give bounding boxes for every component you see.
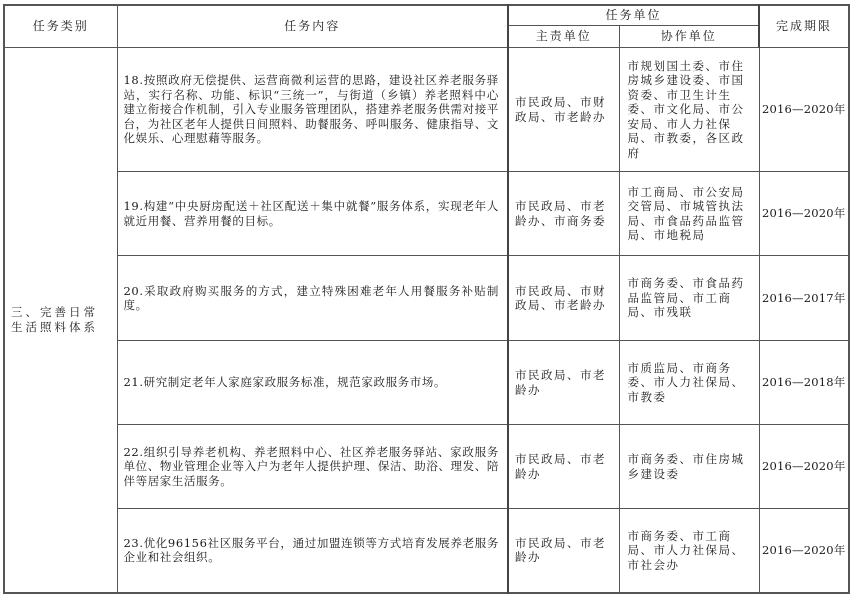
table-row (4, 256, 849, 341)
deadline: 2016—2020年 (759, 48, 849, 172)
header-coop-unit: 协作单位 (619, 26, 759, 48)
lead-unit: 市民政局、市财政局、市老龄办 (508, 256, 619, 341)
task-content: 23.优化96156社区服务平台，通过加盟连锁等方式培育发展养老服务企业和社会组织。 (117, 509, 508, 593)
task-content: 20.采取政府购买服务的方式，建立特殊困难老年人用餐服务补贴制度。 (117, 256, 508, 341)
table-header (4, 5, 849, 48)
deadline: 2016—2020年 (759, 172, 849, 256)
table-row (4, 509, 849, 593)
header-content: 任务内容 (117, 5, 508, 48)
header-category: 任务类别 (4, 5, 117, 48)
coop-unit: 市规划国土委、市住房城乡建设委、市国资委、市卫生计生委、市文化局、市公安局、市人力社保局、市教委，各区政府 (619, 48, 759, 172)
task-content: 19.构建“中央厨房配送＋社区配送＋集中就餐”服务体系，实现老年人就近用餐、营养用餐的目标。 (117, 172, 508, 256)
table-row (4, 48, 849, 172)
task-content: 21.研究制定老年人家庭家政服务标准，规范家政服务市场。 (117, 341, 508, 425)
lead-unit: 市民政局、市老龄办 (508, 425, 619, 509)
table-row (4, 425, 849, 509)
task-table (3, 4, 850, 594)
coop-unit: 市商务委、市工商局、市人力社保局、市社会办 (619, 509, 759, 593)
deadline: 2016—2020年 (759, 425, 849, 509)
task-content: 22.组织引导养老机构、养老照料中心、社区养老服务驿站、家政服务单位、物业管理企业等入户为老年人提供护理、保洁、助浴、理发、陪伴等居家生活服务。 (117, 425, 508, 509)
coop-unit: 市工商局、市公安局交管局、市城管执法局、市食品药品监管局、市地税局 (619, 172, 759, 256)
table-row (4, 341, 849, 425)
deadline: 2016—2017年 (759, 256, 849, 341)
deadline: 2016—2020年 (759, 509, 849, 593)
task-category: 三、完善日常生活照料体系 (4, 48, 117, 593)
lead-unit: 市民政局、市老龄办 (508, 341, 619, 425)
table-row (4, 172, 849, 256)
header-units: 任务单位 (508, 5, 759, 26)
lead-unit: 市民政局、市老龄办 (508, 509, 619, 593)
lead-unit: 市民政局、市老龄办、市商务委 (508, 172, 619, 256)
deadline: 2016—2018年 (759, 341, 849, 425)
coop-unit: 市质监局、市商务委、市人力社保局、市教委 (619, 341, 759, 425)
lead-unit: 市民政局、市财政局、市老龄办 (508, 48, 619, 172)
task-content: 18.按照政府无偿提供、运营商微利运营的思路，建设社区养老服务驿站，实行名称、功能、标识“三统一”，与街道（乡镇）养老照料中心建立衔接合作机制，引入专业服务管理团队，搭建养老服务供需对接平台，为社区老年人提供日间照料、助餐服务、呼叫服务、健康指导、文化娱乐、心理慰藉等服务。 (117, 48, 508, 172)
header-lead-unit: 主责单位 (508, 26, 619, 48)
coop-unit: 市商务委、市食品药品监管局、市工商局、市残联 (619, 256, 759, 341)
header-period: 完成期限 (759, 5, 849, 48)
coop-unit: 市商务委、市住房城乡建设委 (619, 425, 759, 509)
